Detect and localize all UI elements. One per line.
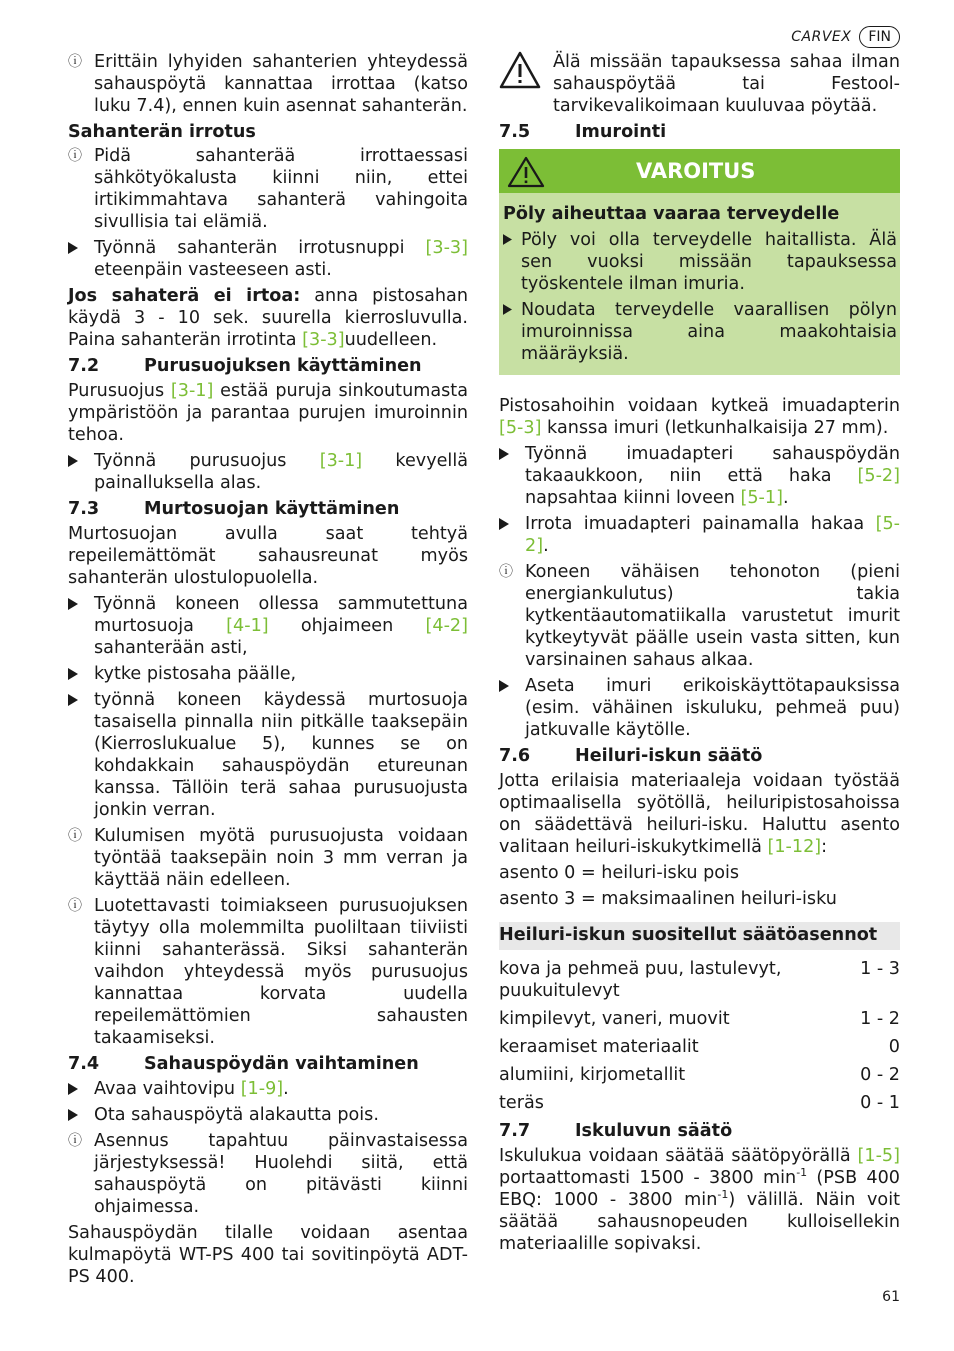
triangle-bullet-icon xyxy=(68,1104,88,1128)
table-header: Heiluri-iskun suositellut säätöasennot xyxy=(499,922,900,950)
instruction-item: Työnnä purusuojus [3-1] kevyellä painalluksella alas. xyxy=(68,450,468,494)
page-header xyxy=(791,26,900,48)
section-heading-7-5: 7.5 Imurointi xyxy=(499,122,667,142)
right-column xyxy=(499,51,900,1259)
warning-box-header xyxy=(499,149,900,193)
warning-subtitle: Pöly aiheuttaa vaaraa terveydelle xyxy=(503,204,840,224)
table-row: kova ja pehmeä puu, lastulevyt, puukuitulevyt 1 - 3 xyxy=(499,959,900,1001)
section-heading-7-4: 7.4 Sahauspöydän vaihtaminen xyxy=(68,1054,419,1074)
triangle-bullet-icon xyxy=(68,1078,88,1102)
table-row: alumiini, kirjometallit 0 - 2 xyxy=(499,1065,900,1085)
warning-box xyxy=(499,149,900,375)
triangle-bullet-icon xyxy=(503,229,523,252)
instruction-item: Työnnä koneen ollessa sammutettuna murtosuoja [4-1] ohjaimeen [4-2] sahanterään asti, xyxy=(68,593,468,659)
info-icon: ⓘ xyxy=(499,564,513,580)
section-heading-7-6: 7.6 Heiluri-iskun säätö xyxy=(499,746,763,766)
warning-note: Älä missään tapauksessa sahaa ilman sahauspöytää tai Festool-tarvikevalikoimaan kuuluvaa pöytää. xyxy=(499,51,900,117)
figure-reference: [1-12] xyxy=(767,837,822,857)
paragraph: Murtosuojan avulla saat tehtyä repeilemättömät sahausreunat myös sahanterän ulostulopuolella. xyxy=(68,524,468,588)
paragraph: Sahauspöydän tilalle voidaan asentaa kulmapöytä WT-PS 400 tai sovitinpöytä ADT-PS 400. xyxy=(68,1223,468,1287)
table-row: kimpilevyt, vaneri, muovit 1 - 2 xyxy=(499,1009,900,1029)
info-icon: ⓘ xyxy=(68,148,82,164)
triangle-bullet-icon xyxy=(499,675,519,699)
triangle-bullet-icon xyxy=(68,663,88,687)
section-heading-7-3: 7.3 Murtosuojan käyttäminen xyxy=(68,499,400,519)
figure-reference: [4-1] xyxy=(226,616,269,636)
language-badge: FIN xyxy=(859,26,900,48)
figure-reference: [3-3] xyxy=(425,238,468,258)
triangle-bullet-icon xyxy=(68,593,88,617)
figure-reference: [5-2] xyxy=(525,514,900,556)
section-heading-7-2: 7.2 Purusuojuksen käyttäminen xyxy=(68,356,422,376)
figure-reference: [5-2] xyxy=(857,466,900,486)
instruction-item: kytke pistosaha päälle, xyxy=(68,663,468,685)
triangle-bullet-icon xyxy=(68,450,88,474)
info-icon: ⓘ xyxy=(68,898,82,914)
figure-reference: [3-1] xyxy=(319,451,363,471)
info-note: ⓘ Asennus tapahtuu päinvastaisessa järjestyksessä! Huolehdi siitä, että sahauspöytä on pitävästi kiinni ohjaimessa. xyxy=(68,1131,468,1217)
paragraph: asento 3 = maksimaalinen heiluri-isku xyxy=(499,889,837,909)
page-number: 61 xyxy=(882,1289,900,1305)
left-column xyxy=(68,51,468,1292)
triangle-bullet-icon xyxy=(499,513,519,537)
instruction-item: Työnnä sahanterän irrotusnuppi [3-3] eteenpäin vasteeseen asti. xyxy=(68,237,468,281)
info-note: ⓘ Kulumisen myötä purusuojusta voidaan työntää taaksepäin noin 3 mm verran ja käyttää näin edelleen. xyxy=(68,826,468,890)
settings-table xyxy=(499,922,900,1114)
figure-reference: [3-3] xyxy=(302,330,345,350)
section-heading-7-7: 7.7 Iskuluvun säätö xyxy=(499,1121,733,1141)
figure-reference: [1-9] xyxy=(240,1079,284,1099)
instruction-item: Aseta imuri erikoiskäyttötapauksissa (esim. vähäinen iskuluku, pehmeä puu) jatkuvalle käytölle. xyxy=(499,675,900,741)
info-note: ⓘ Luotettavasti toimiakseen purusuojuksen täytyy olla molemmilta puoliltaan tiiviisti kiinni sahanterässä. Siksi sahanterän vaihdon yhteydessä myös purusuojus kannattaa korvata uudella repeilemättömien sahausten takaamiseksi. xyxy=(68,896,468,1048)
paragraph: Jos sahaterä ei irtoa: anna pistosahan käydä 3 - 10 sek. suurella kierrosluvulla. Paina sahanterän irrotinta [3-3]uudelleen. xyxy=(68,286,468,350)
table-row: teräs 0 - 1 xyxy=(499,1093,900,1113)
figure-reference: [4-2] xyxy=(425,616,468,636)
warning-item: Pöly voi olla terveydelle haitallista. Älä sen vuoksi missään tapauksessa työskentele ilman imuria. xyxy=(503,229,897,295)
info-icon: ⓘ xyxy=(68,54,82,70)
info-icon: ⓘ xyxy=(68,828,82,844)
warning-item: Noudata terveydelle vaarallisen pölyn imuroinnissa aina maakohtaisia määräyksiä. xyxy=(503,299,897,365)
info-note: ⓘ Erittäin lyhyiden sahanterien yhteydessä sahauspöytä kannattaa irrottaa (katso luku 7.4), ennen kuin asennat sahanterän. xyxy=(68,52,468,116)
triangle-bullet-icon xyxy=(503,299,523,322)
instruction-item: Avaa vaihtovipu [1-9]. xyxy=(68,1078,468,1100)
info-icon: ⓘ xyxy=(68,1133,82,1149)
figure-reference: [5-1] xyxy=(740,488,783,508)
brand-name: CARVEX xyxy=(791,29,852,45)
info-note: ⓘ Koneen vähäisen tehonoton (pieni energiankulutus) takia kytkentäautomatiikalla varustetut imurit kytkeytyvät päälle usein vasta sitten, kun varsinainen sahaus alkaa. xyxy=(499,562,900,670)
paragraph: Jotta erilaisia materiaaleja voidaan työstää optimaalisella syötöllä, heiluripistosahoissa on säädettävä heiluri-isku. Haluttu asento valitaan heiluri-iskukytkimellä [1-12]: xyxy=(499,771,900,857)
warning-box-title: VAROITUS xyxy=(636,159,756,183)
warning-triangle-icon xyxy=(507,156,545,194)
instruction-item: Irrota imuadapteri painamalla hakaa [5-2]. xyxy=(499,513,900,557)
triangle-bullet-icon xyxy=(68,689,88,713)
warning-triangle-icon xyxy=(499,51,541,117)
paragraph: Pistosahoihin voidaan kytkeä imuadapterin [5-3] kanssa imuri (letkunhalkaisija 27 mm). xyxy=(499,396,900,438)
figure-reference: [5-3] xyxy=(499,418,542,438)
paragraph: asento 0 = heiluri-isku pois xyxy=(499,863,740,883)
info-note: ⓘ Pidä sahanterää irrottaessasi sähkötyökalusta kiinni niin, ettei irtikimmahtava sahanterä vahingoita sivullisia tai elämiä. xyxy=(68,146,468,232)
figure-reference: [1-5] xyxy=(857,1146,900,1166)
figure-reference: [3-1] xyxy=(170,381,214,401)
subheading: Sahanterän irrotus xyxy=(68,122,256,142)
triangle-bullet-icon xyxy=(499,443,519,467)
instruction-item: Työnnä imuadapteri sahauspöydän takaaukkoon, niin että haka [5-2] napsahtaa kiinni loveen [5-1]. xyxy=(499,443,900,509)
instruction-item: Ota sahauspöytä alakautta pois. xyxy=(68,1104,468,1126)
paragraph: Iskulukua voidaan säätää säätöpyörällä [1-5] portaattomasti 1500 - 3800 $\min^{-1} (PSB$ 400 EBQ: 1000 - 3800 $\min^{-1}$) välillä. Näin voit säätää sahausnopeuden kulloisellekin materiaalille sopivaksi. xyxy=(499,1146,900,1254)
paragraph: Purusuojus [3-1] estää puruja sinkoutumasta ympäristöön ja parantaa purujen imuroinnin tehoa. xyxy=(68,381,468,445)
triangle-bullet-icon xyxy=(68,237,88,261)
table-row: keraamiset materiaalit 0 xyxy=(499,1037,900,1057)
instruction-item: työnnä koneen käydessä murtosuoja tasaisella pinnalla niin pitkälle taaksepäin (Kierroslukualue 5), kunnes se on kohdakkain sahauspöydän etureunan kanssa. Tällöin terä sahaa purusuojusta jonkin verran. xyxy=(68,689,468,821)
